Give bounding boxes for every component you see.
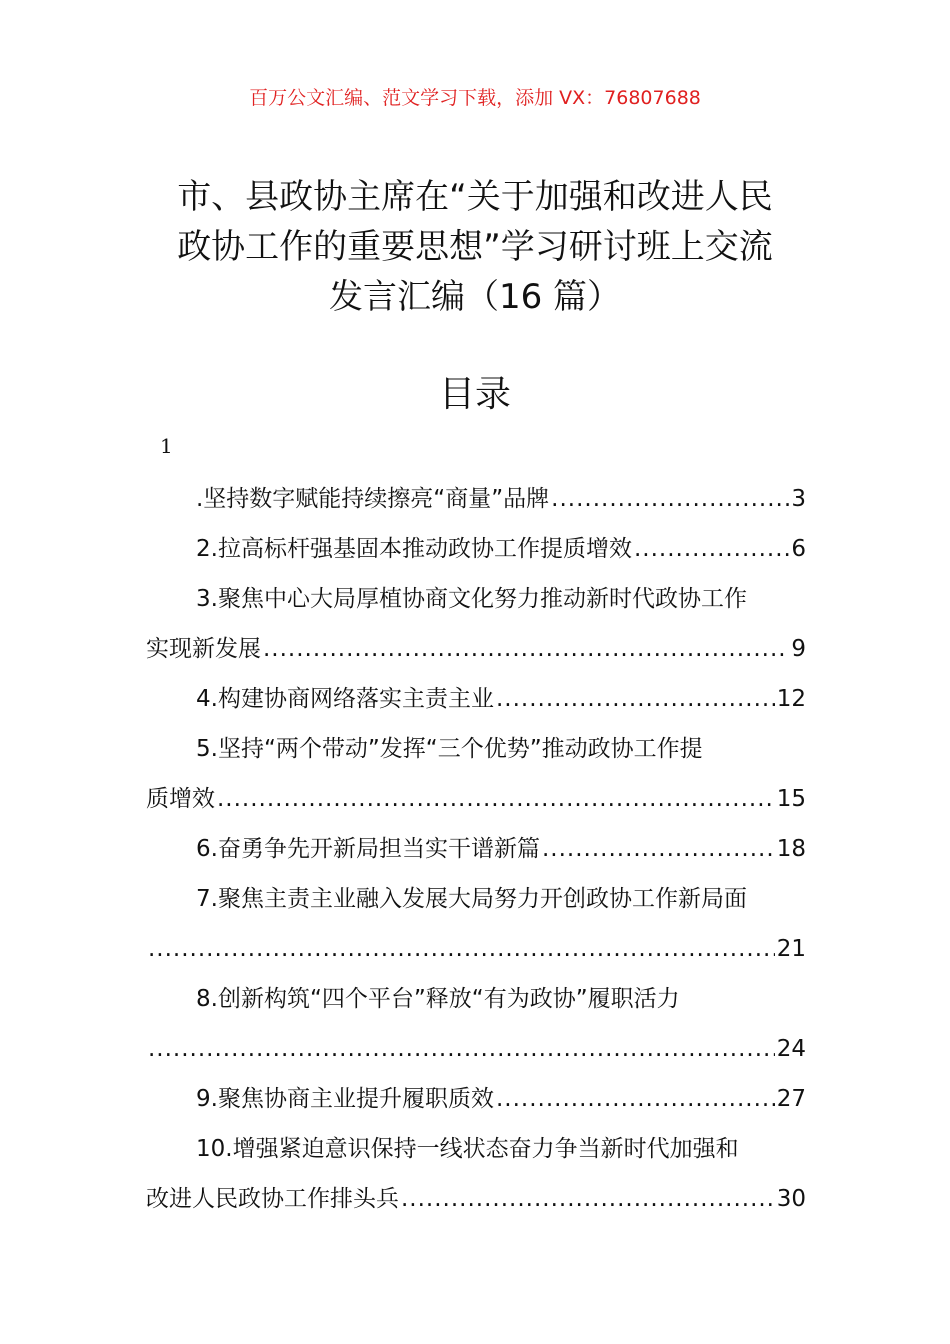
toc-entry-8-cont[interactable] (146, 1024, 806, 1074)
toc-entry-7-cont[interactable] (146, 924, 806, 974)
toc-entry-text: 10.增强紧迫意识保持一线状态奋力争当新时代加强和 (196, 1136, 739, 1162)
title-line-1: 市、县政协主席在“关于加强和改进人民 (177, 177, 773, 217)
toc-page-number: 12 (776, 686, 806, 712)
toc-entry-10-cont[interactable] (146, 1174, 806, 1224)
toc-entry-text: 5.坚持“两个带动”发挥“三个优势”推动政协工作提 (196, 736, 703, 762)
toc-entry-text: 3.聚焦中心大局厚植协商文化努力推动新时代政协工作 (196, 586, 747, 612)
toc-entry-5[interactable] (146, 724, 806, 774)
toc-page-number: 24 (776, 1036, 806, 1062)
toc-page-number: 30 (776, 1186, 806, 1212)
toc-entry-text: 6.奋勇争先开新局担当实干谱新篇 (196, 836, 540, 862)
toc-page-number: 18 (776, 836, 806, 862)
toc-entry-text-cont: 实现新发展 (146, 636, 261, 662)
toc-entry-1[interactable] (146, 474, 806, 524)
toc-entry-text: 7.聚焦主责主业融入发展大局努力开创政协工作新局面 (196, 886, 747, 912)
toc-entry-7[interactable] (146, 874, 806, 924)
toc-entry-10[interactable] (146, 1124, 806, 1174)
toc-leader-dots (148, 1024, 775, 1074)
toc-page-number: 6 (791, 536, 806, 562)
toc-entry-4[interactable] (146, 674, 806, 724)
toc-marker: 1 (160, 434, 173, 458)
toc-page-number: 27 (776, 1086, 806, 1112)
toc-leader-dots (263, 624, 789, 674)
toc-entry-3[interactable] (146, 574, 806, 624)
toc-entry-text: .坚持数字赋能持续擦亮“商量”品牌 (196, 486, 550, 512)
toc-entry-text: 2.拉高标杆强基固本推动政协工作提质增效 (196, 536, 632, 562)
document-title (120, 172, 830, 322)
toc-entry-6[interactable] (146, 824, 806, 874)
toc-leader-dots (496, 674, 775, 724)
title-line-3: 发言汇编（16 篇） (328, 277, 622, 317)
toc-entry-text-cont: 质增效 (146, 786, 215, 812)
toc-entry-text: 9.聚焦协商主业提升履职质效 (196, 1086, 494, 1112)
title-line-2: 政协工作的重要思想”学习研讨班上交流 (177, 227, 773, 267)
toc-entry-5-cont[interactable] (146, 774, 806, 824)
toc-entry-8[interactable] (146, 974, 806, 1024)
toc-entry-text: 8.创新构筑“四个平台”释放“有为政协”履职活力 (196, 986, 680, 1012)
toc-page-number: 3 (791, 486, 806, 512)
toc-leader-dots (217, 774, 775, 824)
table-of-contents (146, 474, 806, 1224)
toc-heading: 目录 (438, 374, 511, 415)
toc-entry-text: 4.构建协商网络落实主责主业 (196, 686, 494, 712)
toc-page-number: 9 (791, 636, 806, 662)
toc-leader-dots (496, 1074, 775, 1124)
toc-entry-9[interactable] (146, 1074, 806, 1124)
toc-entry-2[interactable] (146, 524, 806, 574)
toc-leader-dots (148, 924, 775, 974)
header-note: 百万公文汇编、范文学习下载，添加 VX：76807688 (249, 87, 701, 109)
toc-entry-text-cont: 改进人民政协工作排头兵 (146, 1186, 399, 1212)
toc-page-number: 21 (776, 936, 806, 962)
toc-leader-dots (634, 524, 789, 574)
toc-entry-3-cont[interactable] (146, 624, 806, 674)
toc-leader-dots (542, 824, 775, 874)
toc-leader-dots (401, 1174, 775, 1224)
toc-page-number: 15 (776, 786, 806, 812)
toc-leader-dots (551, 474, 789, 524)
